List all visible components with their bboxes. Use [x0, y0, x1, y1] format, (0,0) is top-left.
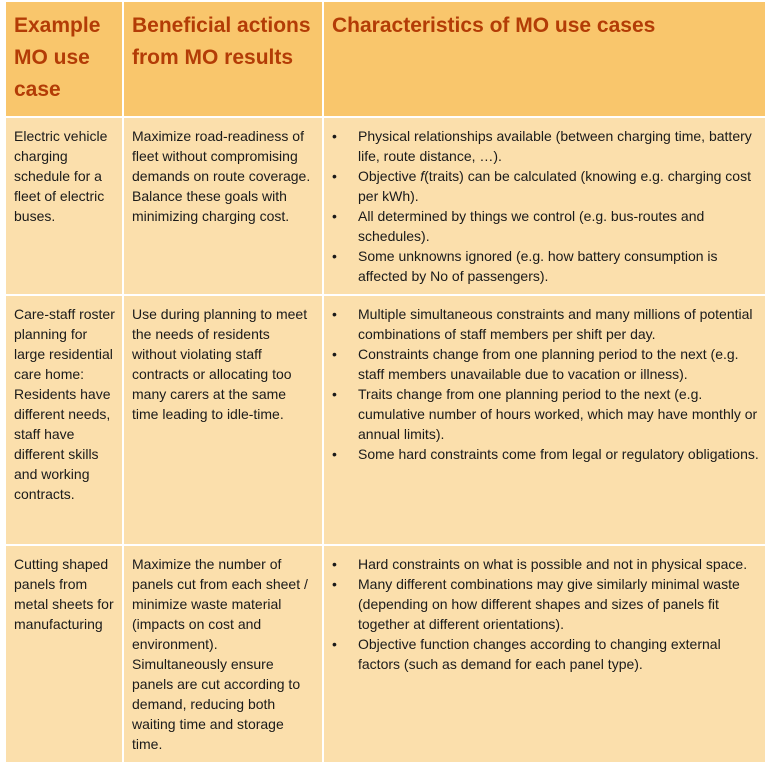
characteristics-cell: [323, 295, 766, 545]
characteristics-cell: [323, 117, 766, 295]
characteristics-cell: [323, 545, 766, 763]
list-item: • Some unknowns ignored (e.g. how battery consumption is affected by No of passengers).: [358, 246, 759, 286]
list-item: • Hard constraints on what is possible and not in physical space.: [358, 554, 759, 574]
table-row: [5, 545, 766, 763]
list-item: • Multiple simultaneous constraints and many millions of potential combinations of staff members per shift per day.: [358, 304, 759, 344]
actions-cell: Maximize road-readiness of fleet without compromising demands on route coverage. Balance these goals with minimizing charging cost.: [123, 117, 323, 295]
header-beneficial-actions: Beneficial actions from MO results: [123, 1, 323, 117]
list-item: • Objective f(traits) can be calculated (knowing e.g. charging cost per kWh).: [358, 166, 759, 206]
list-item: • Physical relationships available (between charging time, battery life, route distance, …).: [358, 126, 759, 166]
list-item: • Many different combinations may give similarly minimal waste (depending on how different shapes and sizes of panels fit together at different orientations).: [358, 574, 759, 634]
list-item: • All determined by things we control (e.g. bus-routes and schedules).: [358, 206, 759, 246]
header-row: [5, 1, 766, 117]
characteristics-list: [332, 304, 759, 464]
characteristics-list: [332, 126, 759, 286]
actions-cell: Use during planning to meet the needs of residents without violating staff contracts or allocating too many carers at the same time leading to idle-time.: [123, 295, 323, 545]
header-example-use-case: Example MO use case: [5, 1, 123, 117]
list-item: • Objective function changes according to changing external factors (such as demand for each panel type).: [358, 634, 759, 674]
mo-use-cases-table: [4, 0, 767, 764]
use-case-cell: Care-staff roster planning for large residential care home: Residents have different needs, staff have different skills and working contracts.: [5, 295, 123, 545]
table-row: [5, 117, 766, 295]
list-item: • Traits change from one planning period to the next (e.g. cumulative number of hours worked, which may have monthly or annual limits).: [358, 384, 759, 444]
table-row: [5, 295, 766, 545]
list-item: • Some hard constraints come from legal or regulatory obligations.: [358, 444, 759, 464]
list-item: • Constraints change from one planning period to the next (e.g. staff members unavailable due to vacation or illness).: [358, 344, 759, 384]
characteristics-list: [332, 554, 759, 674]
header-characteristics: Characteristics of MO use cases: [323, 1, 766, 117]
use-case-cell: Cutting shaped panels from metal sheets for manufacturing: [5, 545, 123, 763]
use-case-cell: Electric vehicle charging schedule for a fleet of electric buses.: [5, 117, 123, 295]
actions-cell: Maximize the number of panels cut from each sheet / minimize waste material (impacts on cost and environment). Simultaneously ensure panels are cut according to demand, reducing both waiting time and storage time.: [123, 545, 323, 763]
